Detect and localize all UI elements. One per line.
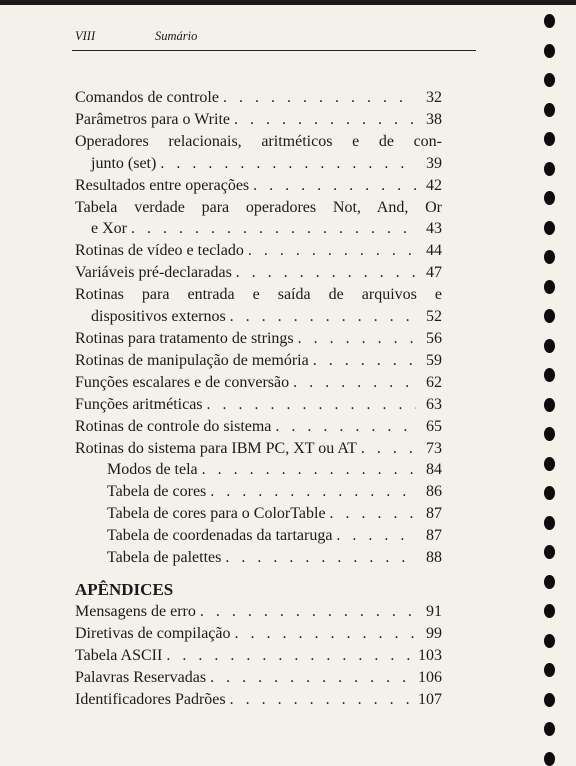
toc-entry — [75, 240, 442, 262]
toc-subentry — [75, 525, 442, 547]
binding-hole — [544, 545, 555, 559]
binding-hole — [544, 486, 555, 500]
toc-entry-title: Funções escalares e de conversão — [75, 373, 290, 391]
toc-page-number: 59 — [426, 351, 442, 369]
toc-entry-title: Operadores relacionais, aritméticos e de con- — [75, 132, 442, 150]
binding-hole — [544, 427, 555, 441]
toc-entry-line — [75, 372, 442, 394]
toc-entry — [75, 197, 442, 241]
binding-hole — [544, 221, 555, 235]
binding-hole — [544, 103, 555, 117]
dot-leader — [206, 667, 414, 689]
toc-entry-line — [107, 503, 442, 525]
toc-entry-title: Tabela ASCII — [75, 646, 163, 664]
toc-entry-line — [75, 109, 442, 131]
toc-entry — [75, 109, 442, 131]
toc-entry-line — [75, 87, 442, 109]
toc-page-number: 88 — [426, 549, 442, 567]
toc-entry — [75, 175, 442, 197]
toc-entry — [75, 394, 442, 416]
toc-page-number: 84 — [426, 461, 442, 479]
dot-leader — [221, 547, 416, 569]
dot-leader — [156, 153, 416, 175]
dot-leader — [196, 601, 416, 623]
toc-page-number: 47 — [426, 264, 442, 282]
binding-hole — [544, 191, 555, 205]
binding-hole — [544, 722, 555, 736]
toc-subentry — [75, 459, 442, 481]
dot-leader — [226, 306, 416, 328]
dot-leader — [231, 623, 417, 645]
toc-entry-title: Rotinas de manipulação de memória — [75, 351, 309, 369]
toc-entry-title: Rotinas de controle do sistema — [75, 417, 272, 435]
toc-page-number: 106 — [418, 668, 442, 686]
toc-main-list — [75, 87, 442, 569]
toc-entry-title: Rotinas para tratamento de strings — [75, 329, 294, 347]
toc-page-number: 43 — [426, 220, 442, 238]
toc-entry-title: Variáveis pré-declaradas — [75, 264, 232, 282]
toc-entry — [75, 601, 442, 623]
toc-entry-title: Comandos de controle — [75, 89, 219, 106]
binding-hole — [544, 368, 555, 382]
toc-entry — [75, 438, 442, 460]
toc-entry-title: Funções aritméticas — [75, 395, 203, 413]
toc-entry-title: Mensagens de erro — [75, 602, 196, 620]
toc-subentry — [75, 503, 442, 525]
toc-page-number: 86 — [426, 483, 442, 501]
dot-leader — [162, 645, 414, 667]
binding-hole — [544, 663, 555, 677]
dot-leader — [289, 372, 416, 394]
dot-leader — [219, 87, 416, 109]
toc-appendices-list — [75, 601, 442, 711]
toc-entry — [75, 350, 442, 372]
spiral-binding — [536, 0, 576, 756]
binding-hole — [544, 162, 555, 176]
toc-entry-title: Tabela de cores — [107, 483, 207, 501]
toc-page-number: 99 — [426, 624, 442, 642]
toc-page-number: 52 — [426, 308, 442, 326]
dot-leader — [232, 262, 416, 284]
toc-page-number: 39 — [426, 154, 442, 172]
toc-entry-line — [75, 240, 442, 262]
toc-page-number: 38 — [426, 110, 442, 128]
toc-entry — [75, 328, 442, 350]
toc-entry — [75, 284, 442, 328]
toc-entry-title-cont: junto (set) — [91, 154, 157, 172]
dot-leader — [203, 394, 416, 416]
toc-entry-continuation — [75, 153, 442, 175]
binding-hole — [544, 132, 555, 146]
dot-leader — [198, 459, 416, 481]
appendices-heading: APÊNDICES — [75, 579, 174, 599]
toc-entry — [75, 416, 442, 438]
binding-hole — [544, 250, 555, 264]
dot-leader — [230, 109, 416, 131]
toc-entry — [75, 645, 442, 667]
toc-entry-line — [75, 175, 442, 197]
toc-entry-title: Tabela de cores para o ColorTable — [107, 505, 326, 523]
toc-entry-line — [75, 328, 442, 350]
toc-entry-title: Palavras Reservadas — [75, 668, 207, 686]
toc-entry-line — [75, 262, 442, 284]
toc-entry-line — [107, 547, 442, 569]
binding-hole — [544, 575, 555, 589]
dot-leader — [271, 416, 416, 438]
dot-leader — [206, 481, 416, 503]
binding-hole — [544, 44, 555, 58]
binding-hole — [544, 280, 555, 294]
header-rule — [72, 50, 476, 51]
dot-leader — [357, 438, 416, 460]
running-head — [75, 29, 197, 44]
toc-page-number: 32 — [426, 89, 442, 106]
toc-entry-title-cont: dispositivos externos — [91, 308, 226, 326]
toc-page-number: 107 — [418, 690, 442, 708]
dot-leader — [127, 218, 416, 240]
toc-subentry — [75, 547, 442, 569]
toc-entry-title: Tabela de coordenadas da tartaruga — [107, 527, 333, 545]
binding-hole — [544, 516, 555, 530]
dot-leader — [249, 175, 416, 197]
toc-page-number: 87 — [426, 527, 442, 545]
toc-entry-title: Resultados entre operações — [75, 176, 250, 194]
toc-entry-line — [107, 525, 442, 547]
toc-entry-title: Parâmetros para o Write — [75, 110, 230, 128]
toc-entry-title: Rotinas para entrada e saída de arquivos e — [75, 286, 442, 304]
toc-entry — [75, 131, 442, 175]
binding-hole — [544, 634, 555, 648]
toc-entry-line — [75, 601, 442, 623]
toc-entry-continuation — [75, 306, 442, 328]
page-number: VIII — [75, 29, 96, 43]
toc-entry-line — [75, 689, 442, 711]
dot-leader — [244, 240, 416, 262]
toc-entry-line — [75, 350, 442, 372]
dot-leader — [332, 525, 416, 547]
toc-entry-title-cont: e Xor — [91, 220, 127, 238]
toc-entry — [75, 667, 442, 689]
page-top-edge — [0, 0, 576, 5]
toc-entry-title: Identificadores Padrões — [75, 690, 226, 708]
toc-entry — [75, 689, 442, 711]
toc-page-number: 91 — [426, 602, 442, 620]
binding-hole — [544, 398, 555, 412]
binding-hole — [544, 457, 555, 471]
binding-hole — [544, 309, 555, 323]
toc-entry-continuation — [75, 218, 442, 240]
toc-entry-title: Rotinas do sistema para IBM PC, XT ou AT — [75, 439, 357, 457]
toc-entry-line — [75, 438, 442, 460]
toc-page-number: 56 — [426, 329, 442, 347]
binding-hole — [544, 14, 555, 28]
toc-subentry — [75, 481, 442, 503]
toc-entry-line — [75, 623, 442, 645]
toc-entry-line — [75, 667, 442, 689]
dot-leader — [326, 503, 416, 525]
toc-entry — [75, 623, 442, 645]
toc-entry-title: Modos de tela — [107, 461, 198, 479]
toc-entry-line — [75, 645, 442, 667]
toc-entry-title: Diretivas de compilação — [75, 624, 231, 642]
toc-entry-title: Tabela verdade para operadores Not, And, Or — [75, 198, 442, 216]
binding-hole — [544, 604, 555, 618]
binding-hole — [544, 73, 555, 87]
table-of-contents — [75, 87, 442, 710]
toc-entry — [75, 87, 442, 109]
dot-leader — [309, 350, 416, 372]
toc-entry-title: Rotinas de vídeo e teclado — [75, 242, 244, 260]
toc-page-number: 62 — [426, 373, 442, 391]
toc-page-number: 44 — [426, 242, 442, 260]
running-title: Sumário — [155, 29, 198, 43]
binding-hole — [544, 752, 555, 766]
toc-entry-line — [75, 416, 442, 438]
toc-page-number: 73 — [426, 439, 442, 457]
toc-entry-line — [107, 481, 442, 503]
toc-page-number: 87 — [426, 505, 442, 523]
binding-hole — [544, 693, 555, 707]
dot-leader — [226, 689, 414, 711]
toc-entry — [75, 262, 442, 284]
toc-page-number: 103 — [418, 646, 442, 664]
binding-hole — [544, 339, 555, 353]
toc-page-number: 65 — [426, 417, 442, 435]
toc-entry — [75, 372, 442, 394]
toc-entry-line — [107, 459, 442, 481]
toc-page-number: 63 — [426, 395, 442, 413]
dot-leader — [294, 328, 416, 350]
toc-page-number: 42 — [426, 176, 442, 194]
toc-entry-line — [75, 394, 442, 416]
toc-entry-title: Tabela de palettes — [107, 549, 222, 567]
